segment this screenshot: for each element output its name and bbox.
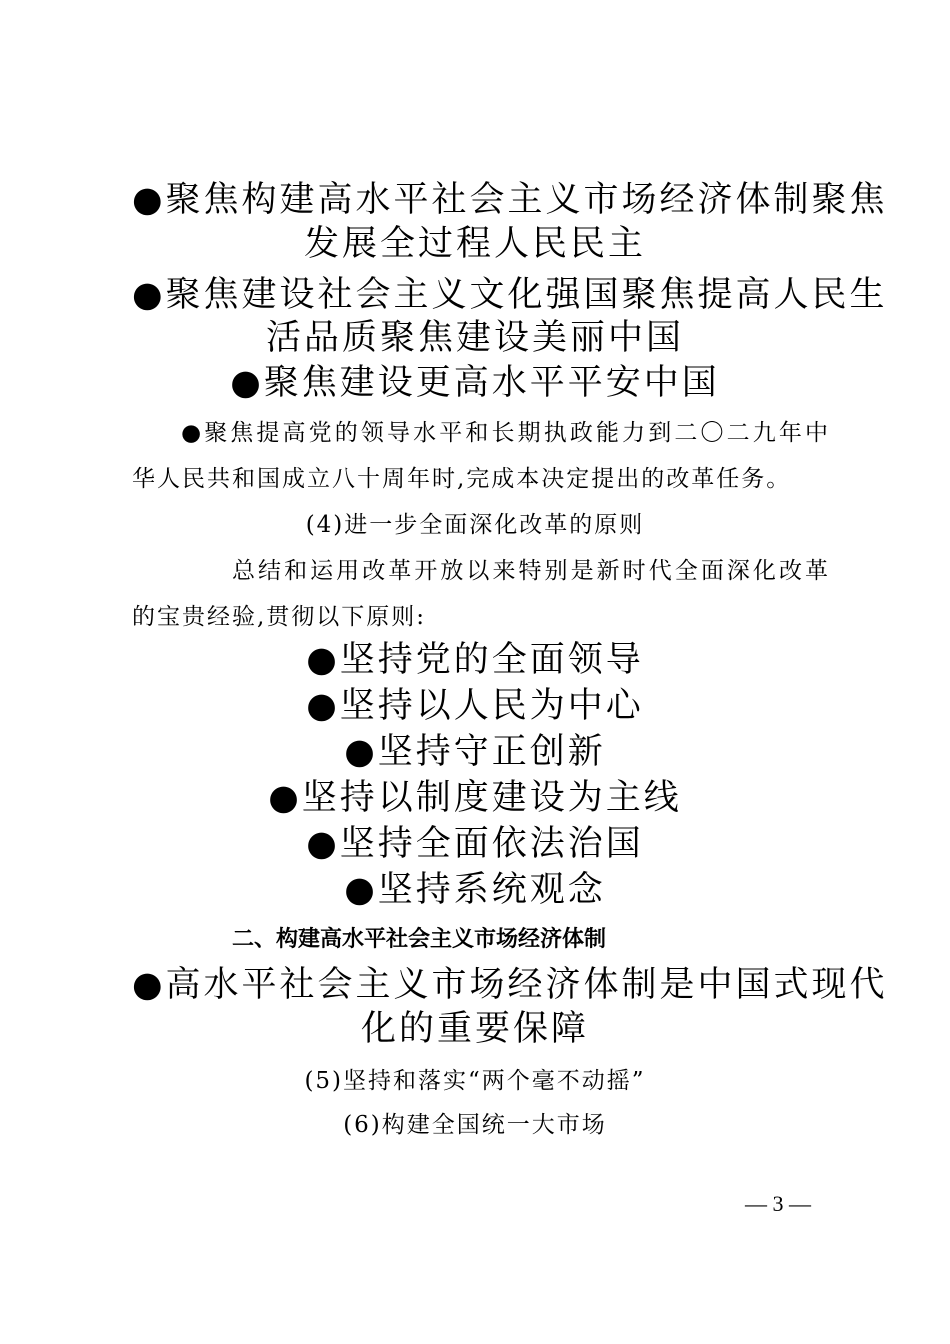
bullet-line-2: ●聚焦建设社会主义文化强国聚焦提高人民生 <box>132 275 888 315</box>
paragraph-line-3: 总结和运用改革开放以来特别是新时代全面深化改革 <box>232 558 830 584</box>
bullet-line-3: ●聚焦建设更高水平平安中国 <box>230 363 720 403</box>
principle-5: ●坚持全面依法治国 <box>306 824 644 864</box>
paragraph-line-4: 的宝贵经验,贯彻以下原则: <box>132 604 427 630</box>
paragraph-line-1: ●聚焦提高党的领导水平和长期执政能力到二〇二九年中 <box>181 420 830 446</box>
section-subtitle-5: (5)坚持和落实“两个毫不动摇” <box>304 1068 646 1094</box>
chapter-heading: 二、构建高水平社会主义市场经济体制 <box>232 927 607 952</box>
bullet-line-1-cont: 发展全过程人民民主 <box>303 224 646 264</box>
bullet-line-2-cont: 活品质聚焦建设美丽中国 <box>265 318 684 358</box>
page-number: — 3 — <box>745 1191 811 1216</box>
principle-1: ●坚持党的全面领导 <box>306 640 644 680</box>
principle-2: ●坚持以人民为中心 <box>306 686 644 726</box>
section-subtitle-4: (4)进一步全面深化改革的原则 <box>305 512 645 538</box>
bullet-line-1: ●聚焦构建高水平社会主义市场经济体制聚焦 <box>132 180 888 220</box>
bullet-line-4-cont: 化的重要保障 <box>360 1009 589 1049</box>
bullet-line-4: ●高水平社会主义市场经济体制是中国式现代 <box>132 965 888 1005</box>
principle-4: ●坚持以制度建设为主线 <box>268 778 682 818</box>
principle-3: ●坚持守正创新 <box>344 732 606 772</box>
paragraph-line-2: 华人民共和国成立八十周年时,完成本决定提出的改革任务。 <box>132 466 792 492</box>
principle-6: ●坚持系统观念 <box>344 870 606 910</box>
section-subtitle-6: (6)构建全国统一大市场 <box>343 1112 607 1138</box>
